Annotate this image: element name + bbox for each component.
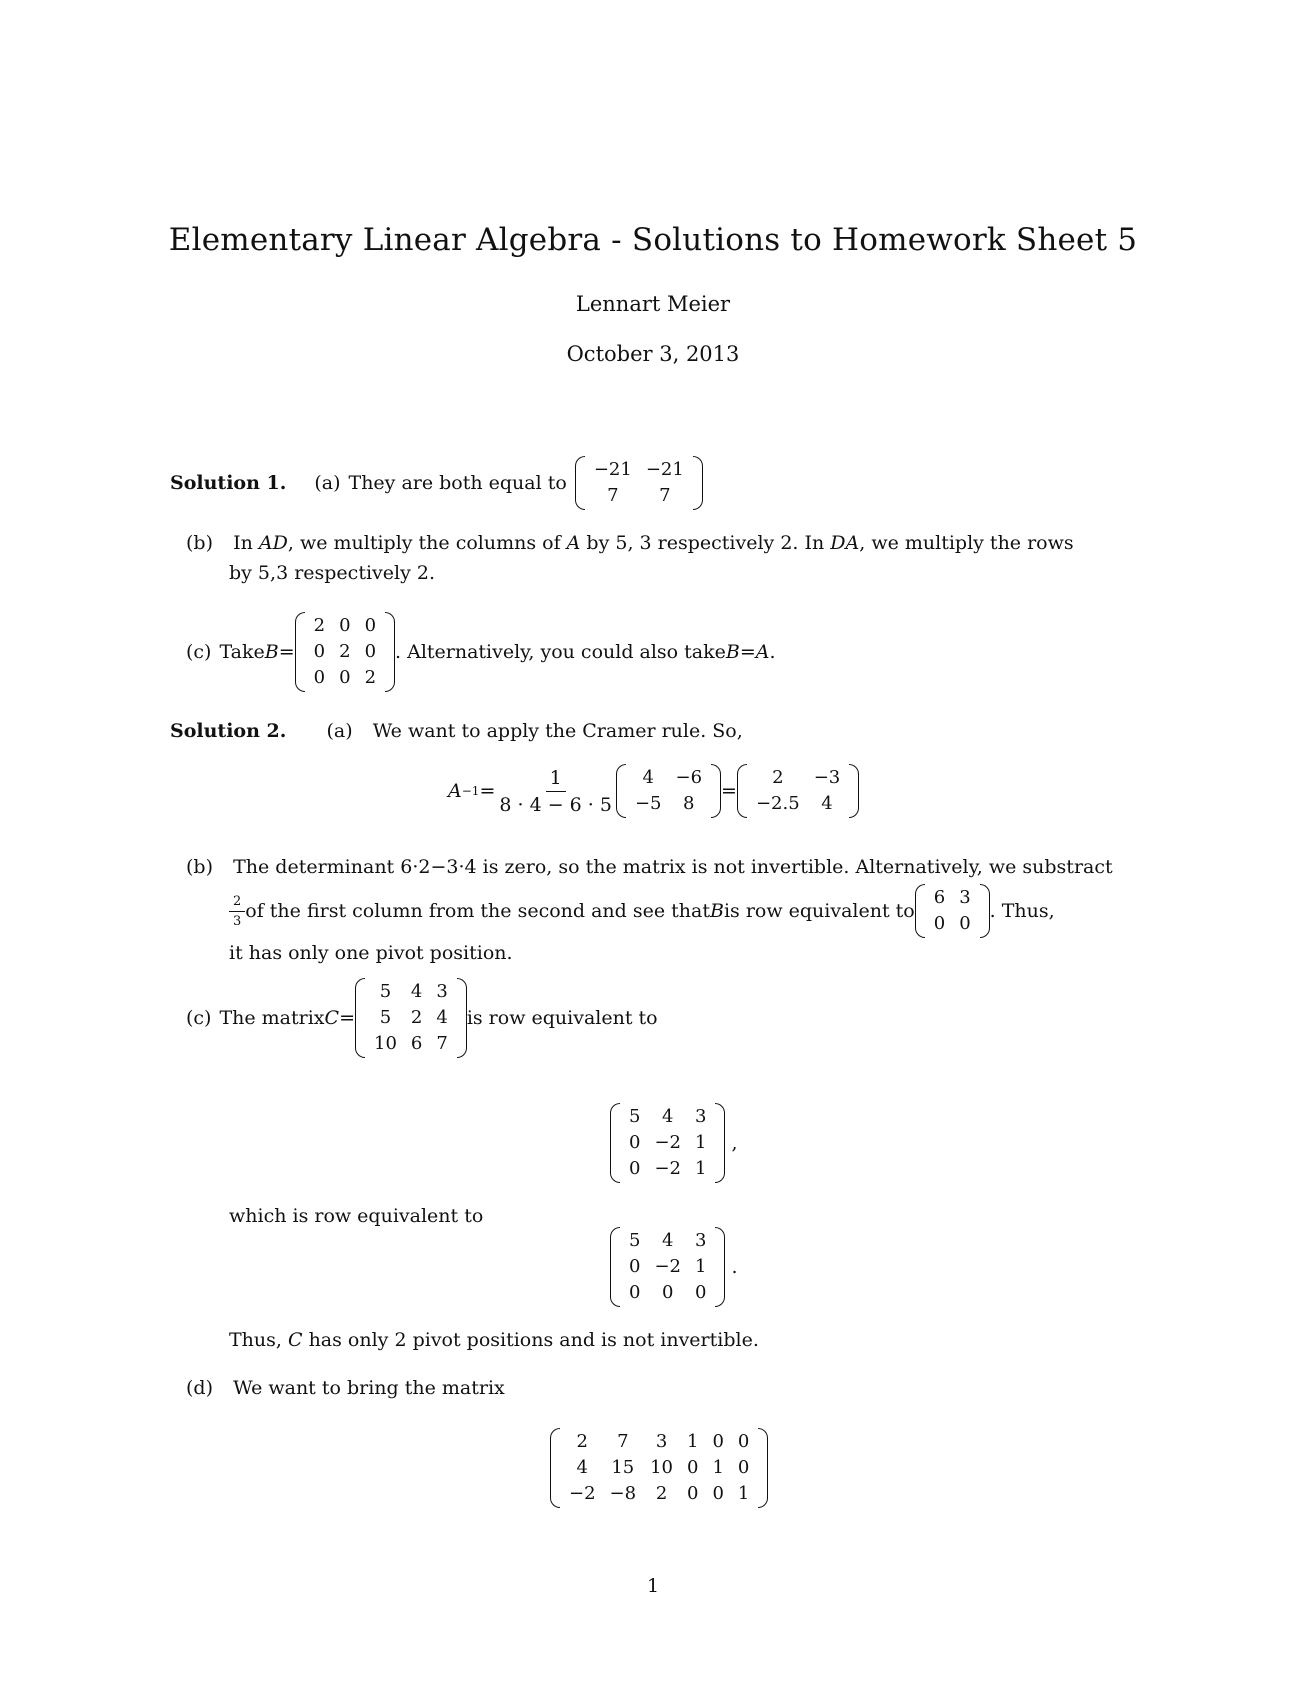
fraction: $\frac{1}{8 \cdot 4 - 6 \cdot 5}$: [499, 766, 612, 816]
label-d: (d): [186, 1377, 213, 1399]
matrix-augmented: 2 7 3 1 0 0 4 15 10 0 1 0 −2 −8 2 0 0 1: [550, 1428, 768, 1508]
solution-2-d: (d) We want to bring the matrix: [186, 1377, 505, 1399]
solution-1-b-line2: by 5,3 respectively 2.: [229, 562, 435, 584]
solution-2-b-line2: $\frac{2}{3}$ of the first column from the second and see that B is row equivalent to 6 3 0 0 . Thus,: [229, 884, 1055, 938]
thus-text: Thus, C has only 2 pivot positions and is not invertible.: [229, 1329, 759, 1351]
inverse-equation: A −1 = $\frac{1}{8 \cdot 4 - 6 \cdot 5}$ 4 −6 −5 8 = 2 −3 −2.5 4: [448, 764, 859, 818]
page-title: Elementary Linear Algebra - Solutions to Homework Sheet 5: [168, 222, 1138, 258]
which-text: which is row equivalent to: [229, 1205, 484, 1227]
author: Lennart Meier: [575, 292, 731, 316]
matrix-product: −21 −21 7 7: [575, 456, 703, 510]
matrix-b: 2 0 0 0 2 0 0 0 2: [295, 612, 395, 692]
page-number: 1: [646, 1575, 660, 1597]
solution-2-b-line1: (b) The determinant 6·2−3·4 is zero, so the matrix is not invertible. Alternatively, we substract: [186, 856, 1113, 878]
label-b: (b): [186, 532, 213, 554]
matrix-c-step2: 5 4 3 0 −2 1 0 0 0 .: [610, 1227, 738, 1307]
date: October 3, 2013: [566, 342, 740, 366]
solution-1-c: (c) Take B = 2 0 0 0 2 0 0 0 2 . Alternatively, you could also take B = A .: [186, 612, 776, 692]
solution-1-a: [170, 456, 703, 510]
solution-2-heading: Solution 2.: [170, 720, 287, 742]
matrix-adjugate: 4 −6 −5 8: [616, 764, 721, 818]
matrix-c: 5 4 3 5 2 4 10 6 7: [355, 978, 467, 1058]
label-b: (b): [186, 856, 213, 878]
matrix-row-equivalent: 6 3 0 0: [915, 884, 990, 938]
fraction: $\frac{2}{3}$: [229, 894, 245, 929]
solution-2-a: Solution 2. (a) We want to apply the Cramer rule. So,: [170, 720, 743, 742]
solution-2-b-line3: it has only one pivot position.: [229, 942, 513, 964]
label-c: (c): [186, 641, 212, 663]
matrix-c-step1: 5 4 3 0 −2 1 0 −2 1 ,: [610, 1103, 738, 1183]
solution-1-heading: Solution 1.: [170, 472, 287, 494]
solution-1-b-line1: (b) In AD, we multiply the columns of A by 5, 3 respectively 2. In DA, we multiply the rows: [186, 532, 1074, 554]
label-c: (c): [186, 1007, 212, 1029]
text: They are both equal to: [348, 472, 567, 494]
solution-2-c: (c) The matrix C = 5 4 3 5 2 4 10 6 7 is row equivalent to: [186, 978, 658, 1058]
matrix-inverse: 2 −3 −2.5 4: [737, 764, 859, 818]
label-a: (a): [314, 472, 341, 494]
label-a: (a): [326, 720, 353, 742]
